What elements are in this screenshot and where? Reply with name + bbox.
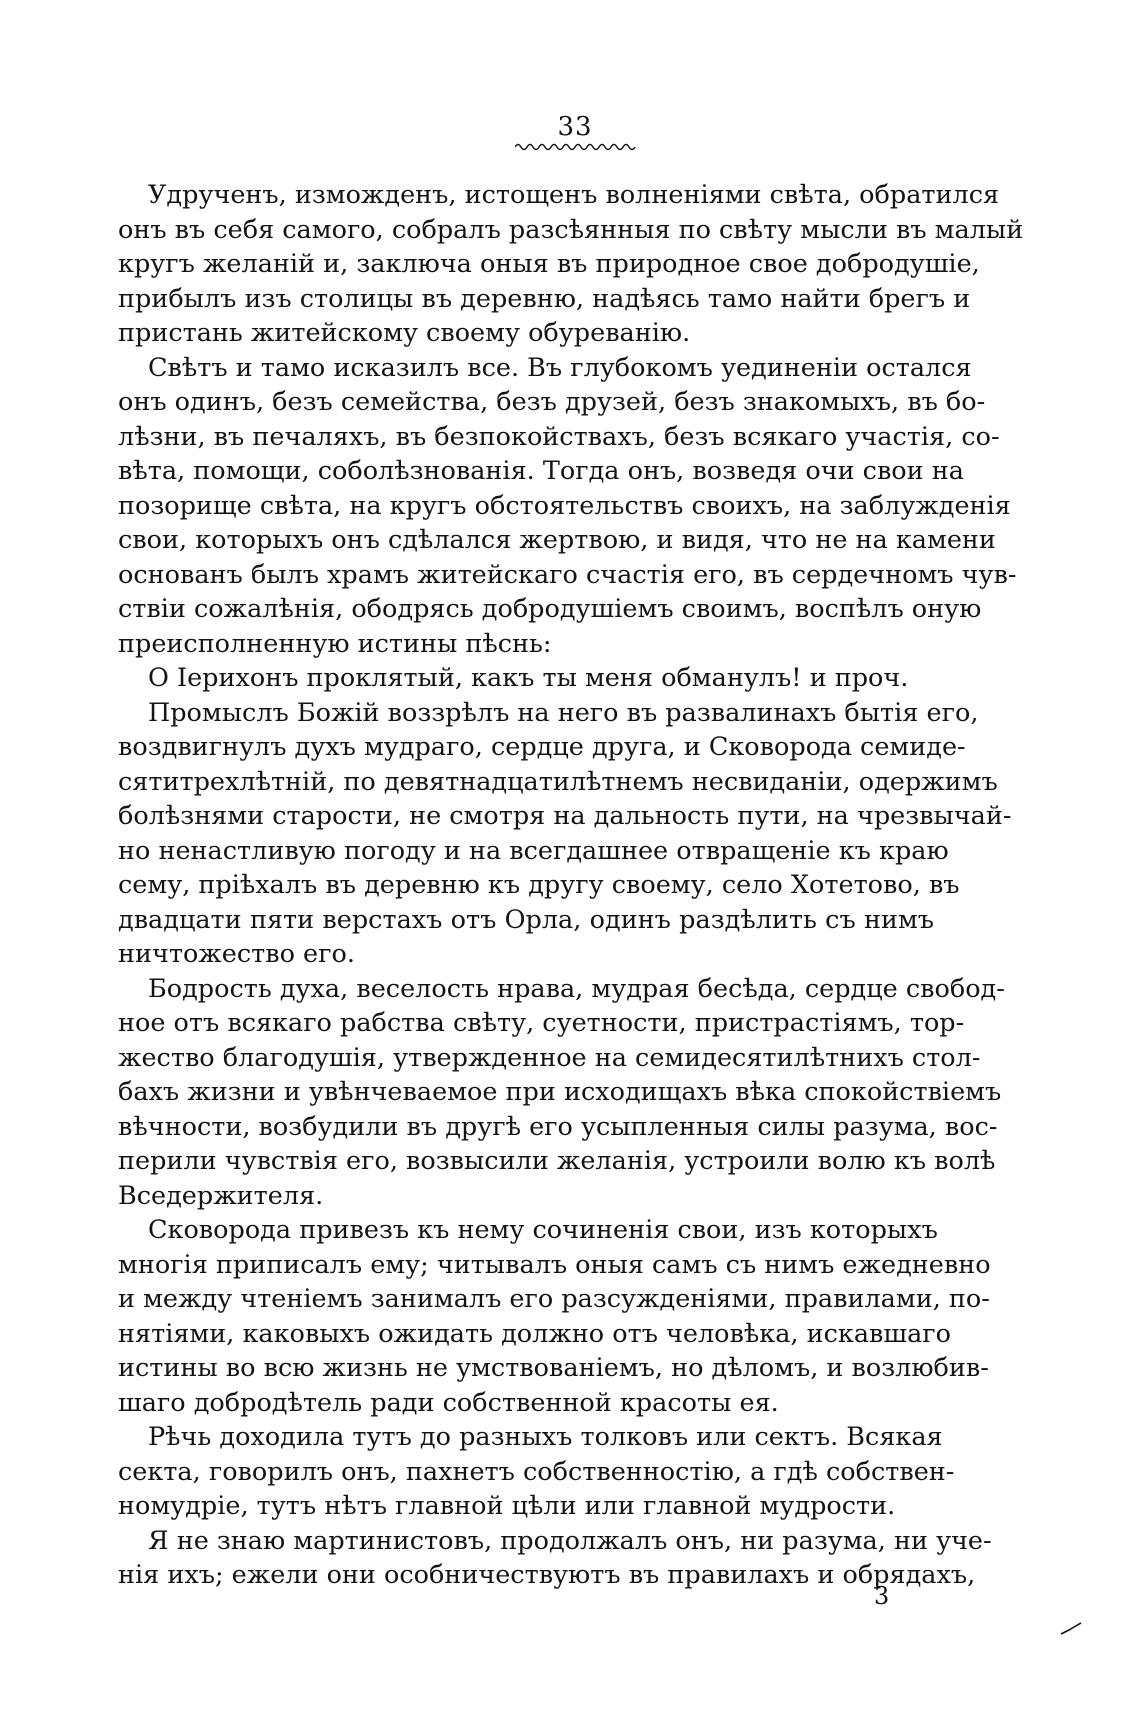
- text-line: прибылъ изъ столицы въ деревню, надѣясь тамо найти брегъ и: [118, 283, 971, 314]
- text-line: номудріе, тутъ нѣтъ главной цѣли или главной мудрости.: [118, 1491, 896, 1521]
- text-line: Рѣчь доходила тутъ до разныхъ толковъ или сектъ. Всякая: [148, 1422, 943, 1452]
- text-line: и между чтеніемъ занималъ его разсужденіями, правилами, по-: [118, 1284, 990, 1314]
- text-line: многія приписалъ ему; читывалъ оныя самъ съ нимъ ежедневно: [118, 1249, 991, 1280]
- text-line: жество благодушія, утвержденное на семидесятилѣтнихъ стол-: [118, 1042, 981, 1073]
- text-line: основанъ былъ храмъ житейскаго счастія его, въ сердечномъ чув-: [118, 559, 1017, 590]
- text-line: сему, пріѣхалъ въ деревню къ другу своему, село Хотетово, въ: [118, 870, 960, 900]
- text-line: воздвигнулъ духъ мудраго, сердце друга, и Сковорода семиде-: [118, 732, 966, 762]
- text-line: Сковорода привезъ къ нему сочиненія свои, изъ которыхъ: [148, 1215, 938, 1245]
- text-line: истины во всю жизнь не умствованіемъ, но дѣломъ, и возлюбив-: [118, 1353, 989, 1383]
- text-line: свои, которыхъ онъ сдѣлался жертвою, и видя, что не на камени: [118, 525, 996, 555]
- text-line: Удрученъ, изможденъ, истощенъ волненіями свѣта, обратился: [148, 180, 1000, 210]
- text-line: позорище свѣта, на кругъ обстоятельствъ своихъ, на заблужденія: [118, 490, 1011, 521]
- text-line: О Іерихонъ проклятый, какъ ты меня обманулъ! и проч.: [148, 663, 909, 693]
- text-line: онъ одинъ, безъ семейства, безъ друзей, безъ знакомыхъ, въ бо-: [118, 387, 986, 417]
- text-line: Свѣтъ и тамо исказилъ все. Въ глубокомъ уединеніи остался: [148, 352, 972, 383]
- text-line: нія ихъ; ежели они особничествуютъ въ правилахъ и обрядахъ,: [118, 1560, 976, 1590]
- text-line: Вседержителя.: [118, 1180, 324, 1211]
- page-header: [0, 112, 1140, 152]
- text-line: онъ въ себя самого, собралъ разсѣянныя по свѣту мысли въ малый: [118, 214, 1024, 245]
- text-line: Бодрость духа, веселость нрава, мудрая бесѣда, сердце свобод-: [148, 973, 1005, 1004]
- text-line: лѣзни, въ печаляхъ, въ безпокойствахъ, безъ всякаго участія, со-: [118, 421, 1000, 452]
- ink-mark-decoration: [1060, 1622, 1082, 1636]
- text-line: ничтожество его.: [118, 939, 355, 969]
- text-line: вѣчности, возбудили въ другѣ его усыпленныя силы разума, вос-: [118, 1111, 998, 1142]
- paragraph: [118, 661, 934, 696]
- paragraph: [118, 696, 1012, 972]
- page-number: 33: [557, 112, 593, 142]
- text-line: сятитрехлѣтній, по девятнадцатилѣтнемъ несвиданіи, одержимъ: [118, 766, 998, 797]
- paragraph: [118, 1420, 955, 1524]
- text-line: Промыслъ Божій воззрѣлъ на него въ развалинахъ бытія его,: [148, 697, 979, 728]
- text-line: шаго добродѣтель ради собственной красоты ея.: [118, 1387, 779, 1418]
- text-line: болѣзнями старости, не смотря на дальность пути, на чрезвычай-: [118, 801, 1012, 831]
- paragraph: [118, 351, 1017, 662]
- paragraph: [118, 178, 1024, 351]
- text-line: нятіями, каковыхъ ожидать должно отъ человѣка, искавшаго: [118, 1318, 952, 1349]
- text-line: кругъ желаній и, заключа оныя въ природное свое добродушіе,: [118, 249, 980, 279]
- paragraph: [118, 1524, 992, 1593]
- text-line: ное отъ всякаго рабства свѣту, суетности, пристрастіямъ, тор-: [118, 1008, 965, 1038]
- text-line: двадцати пяти верстахъ отъ Орла, одинъ раздѣлить съ нимъ: [118, 904, 934, 935]
- text-line: пристань житейскому своему обуреванію.: [118, 318, 691, 348]
- text-line: бахъ жизни и увѣнчеваемое при исходищахъ вѣка спокойствіемъ: [118, 1077, 1002, 1107]
- wavy-rule-ornament: [501, 142, 639, 152]
- text-line: Я не знаю мартинистовъ, продолжалъ онъ, ни разума, ни уче-: [148, 1525, 992, 1556]
- text-line: перили чувствія его, возвысили желанія, устроили волю къ волѣ: [118, 1146, 996, 1176]
- body-text: [118, 178, 1024, 1593]
- text-line: преисполненную истины пѣснь:: [118, 628, 552, 659]
- text-line: секта, говорилъ онъ, пахнетъ собственностію, а гдѣ собствен-: [118, 1456, 955, 1487]
- text-line: ствіи сожалѣнія, ободрясь добродушіемъ своимъ, воспѣлъ оную: [118, 594, 982, 624]
- paragraph: [118, 1213, 991, 1420]
- paragraph: [118, 972, 1005, 1214]
- text-line: но ненастливую погоду и на всегдашнее отвращеніе къ краю: [118, 835, 949, 866]
- signature-mark: 3: [874, 1582, 890, 1610]
- text-line: вѣта, помощи, соболѣзнованія. Тогда онъ, возведя очи свои на: [118, 456, 964, 486]
